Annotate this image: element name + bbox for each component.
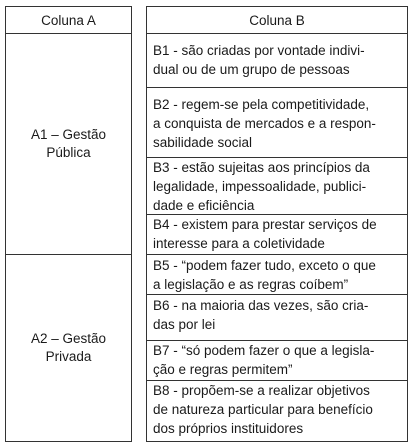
coluna-a-item-a1-line: A1 – Gestão [30,127,107,142]
coluna-b-item-b1 [153,41,403,79]
coluna-b-item-line: B6 - na maioria das vezes, são cria- [153,298,369,313]
coluna-b-item-line: legalidade, impessoalidade, publici- [153,179,367,194]
coluna-b-item-line: B2 - regem-se pela competitividade, [153,97,370,112]
coluna-b-item-b5 [153,256,403,294]
coluna-b-header: Coluna B [249,12,305,28]
coluna-b-item-b3 [153,158,403,215]
coluna-b-item-b8 [153,381,403,438]
coluna-b-item-line: interesse para a coletividade [153,236,325,251]
coluna-b-box [146,6,408,442]
coluna-b-header-divider [147,33,407,34]
coluna-a-item-a2-line: Privada [45,349,92,364]
coluna-b-item-line: B4 - existem para prestar serviços de [153,217,377,232]
coluna-a-box [5,6,132,442]
coluna-b-item-b6 [153,296,403,334]
coluna-b-item-line: B8 - propõem-se a realizar objetivos [153,383,370,398]
coluna-b-item-line: B3 - estão sujeitas aos princípios da [153,160,370,175]
coluna-b-item-line: dos próprios instituidores [153,421,304,436]
coluna-a-item-a2-line: A2 – Gestão [30,331,107,346]
coluna-b-item-b7 [153,341,403,379]
coluna-a-header: Coluna A [41,12,96,28]
coluna-a-item-a1-line: Pública [46,145,91,160]
coluna-b-item-line: a conquista de mercados e a respon- [153,116,376,131]
coluna-b-item-line: B7 - “só podem fazer o que a legisla- [153,343,375,358]
coluna-b-item-line: ção e regras permitem” [153,362,293,377]
coluna-b-item-line: sabilidade social [153,135,253,150]
coluna-b-item-line: a legislação e as regras coíbem” [153,277,349,292]
coluna-b-row-divider [147,294,407,295]
coluna-a-item-a1 [6,34,131,254]
coluna-b-item-b4 [153,215,403,253]
coluna-a-item-a2 [6,255,131,441]
coluna-b-item-line: dual ou de um grupo de pessoas [153,62,350,77]
coluna-b-item-line: B1 - são criadas por vontade indivi- [153,43,365,58]
coluna-b-item-b2 [153,95,403,152]
coluna-b-item-line: B5 - “podem fazer tudo, exceto o que [153,258,376,273]
coluna-b-row-divider [147,254,407,255]
coluna-b-item-line: de natureza particular para benefício [153,402,373,417]
coluna-b-row-divider [147,87,407,88]
coluna-b-item-line: dade e eficiência [153,198,255,213]
coluna-b-item-line: das por lei [153,317,216,332]
